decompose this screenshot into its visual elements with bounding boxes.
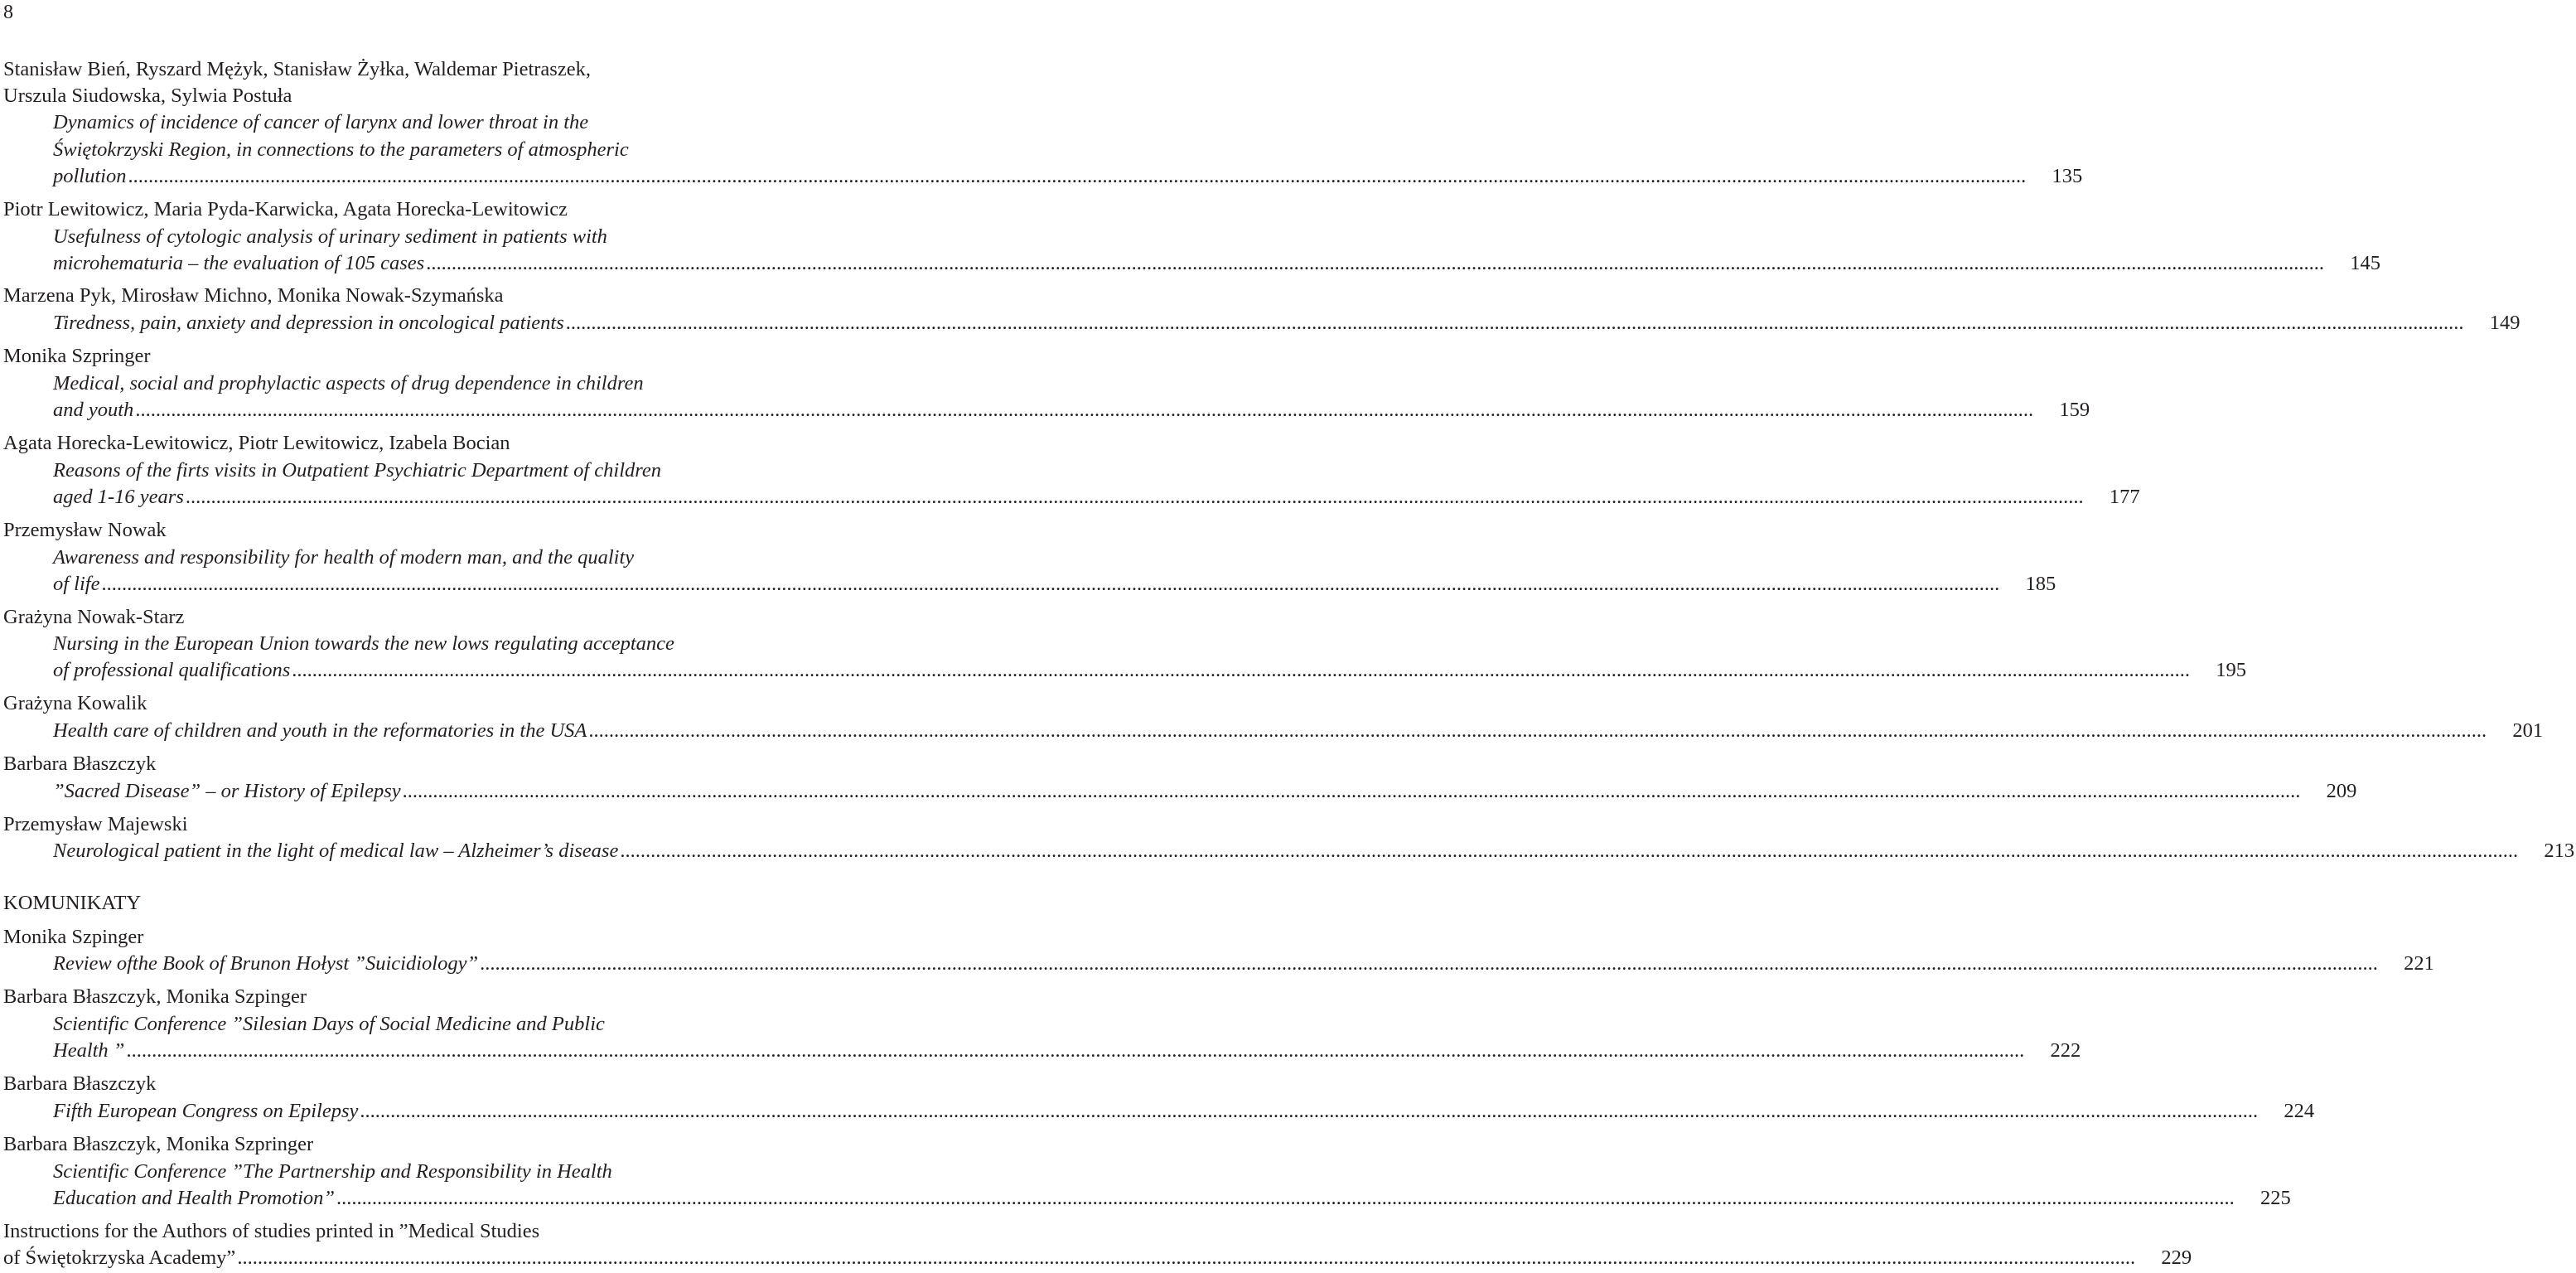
entry-title-last-line [0, 837, 2575, 865]
entry-page-number: 149 [2489, 312, 2520, 334]
entry-authors: Barbara Błaszczyk [3, 753, 157, 775]
dot-leader [424, 249, 2324, 278]
entry-title: Tiredness, pain, anxiety and depression in oncological patients [53, 312, 564, 334]
entry-title-last-line [0, 483, 2140, 511]
entry-title: Reasons of the firts visits in Outpatient Psychiatric Department of children [53, 459, 662, 482]
entry-title-last-line [0, 309, 2520, 337]
entry-page-number: 135 [2052, 165, 2083, 187]
entry-authors: Grażyna Kowalik [3, 692, 147, 714]
entry-title-last-line [0, 717, 2544, 745]
entry-authors: Piotr Lewitowicz, Maria Pyda-Karwicka, Agata Horecka-Lewitowicz [3, 198, 568, 220]
entry-authors: Stanisław Bień, Ryszard Mężyk, Stanisław Żyłka, Waldemar Pietraszek, [3, 58, 591, 80]
entry-page-number: 221 [2404, 952, 2434, 975]
dot-leader [124, 1037, 2024, 1065]
entry-title: of professional qualifications [53, 659, 291, 681]
entry-title-last-line [0, 1184, 2291, 1212]
dot-leader [358, 1097, 2258, 1125]
entry-title: and youth [53, 399, 134, 421]
entry-authors: Urszula Siudowska, Sylwia Postuła [3, 85, 292, 107]
entry-title: Nursing in the European Union towards the new lows regulating acceptance [53, 632, 674, 655]
entry-authors: Barbara Błaszczyk, Monika Szpringer [3, 1133, 314, 1155]
entry-page-number: 195 [2216, 659, 2247, 681]
entry-page-number: 213 [2544, 840, 2575, 862]
entry-title-last-line [0, 162, 2083, 191]
dot-leader [184, 483, 2084, 511]
entry-page-number: 229 [2161, 1246, 2192, 1269]
entry-title: microhematuria – the evaluation of 105 cases [53, 252, 425, 274]
dot-leader [126, 162, 2026, 191]
dot-leader [335, 1184, 2235, 1212]
entry-page-number: 222 [2050, 1039, 2081, 1062]
entry-title-last-line [0, 777, 2357, 806]
dot-leader [478, 950, 2378, 978]
entry-title-last-line [0, 396, 2090, 424]
entry-title-last-line [0, 950, 2434, 978]
entry-authors: Agata Horecka-Lewitowicz, Piotr Lewitowicz, Izabela Bocian [3, 432, 510, 454]
entry-page-number: 209 [2326, 780, 2357, 802]
entry-title-last-line [0, 1037, 2081, 1065]
entry-title: Usefulness of cytologic analysis of urinary sediment in patients with [53, 225, 607, 248]
entry-page-number: 145 [2350, 252, 2380, 274]
section-heading: KOMUNIKATY [3, 892, 142, 914]
entry-title-last-line [0, 1097, 2315, 1125]
entry-title: Health care of children and youth in the reformatories in the USA [53, 719, 587, 742]
entry-page-number: 201 [2512, 719, 2544, 742]
instructions-text: Instructions for the Authors of studies printed in ”Medical Studies [3, 1220, 540, 1242]
entry-page-number: 159 [2059, 399, 2090, 421]
entry-authors: Marzena Pyk, Mirosław Michno, Monika Nowak-Szymańska [3, 284, 504, 307]
entry-title: Świętokrzyski Region, in connections to the parameters of atmospheric [53, 138, 629, 161]
entry-page-number: 225 [2260, 1187, 2291, 1209]
entry-page-number: 224 [2284, 1100, 2315, 1122]
entry-title: Dynamics of incidence of cancer of larynx and lower throat in the [53, 111, 589, 133]
entry-title: Medical, social and prophylactic aspects of drug dependence in children [53, 372, 644, 394]
entry-title: of life [53, 573, 100, 595]
dot-leader [235, 1244, 2135, 1272]
entry-page-number: 185 [2025, 573, 2056, 595]
dot-leader [99, 570, 1999, 598]
dot-leader [618, 837, 2518, 865]
entry-title: Awareness and responsibility for health of modern man, and the quality [53, 546, 635, 569]
entry-title: ”Sacred Disease” – or History of Epilepsy [53, 780, 401, 802]
entry-title: Health ” [53, 1039, 125, 1062]
entry-authors: Barbara Błaszczyk, Monika Szpinger [3, 985, 307, 1008]
instructions-last-line [0, 1244, 2192, 1272]
entry-title: pollution [53, 165, 127, 187]
entry-authors: Przemysław Majewski [3, 813, 188, 835]
dot-leader [401, 777, 2301, 806]
entry-title: Scientific Conference ”Silesian Days of Social Medicine and Public [53, 1013, 605, 1035]
dot-leader [290, 656, 2190, 685]
entry-title: aged 1-16 years [53, 486, 184, 508]
entry-authors: Grażyna Nowak-Starz [3, 606, 185, 628]
entry-title: Education and Health Promotion” [53, 1187, 336, 1209]
page-number: 8 [3, 2, 13, 23]
instructions-text: of Świętokrzyska Academy” [3, 1246, 236, 1269]
entry-authors: Barbara Błaszczyk [3, 1072, 157, 1095]
entry-title-last-line [0, 249, 2380, 278]
dot-leader [587, 717, 2487, 745]
entry-title: Review ofthe Book of Brunon Hołyst ”Suicidiology” [53, 952, 479, 975]
entry-title: Neurological patient in the light of medical law – Alzheimer’s disease [53, 840, 619, 862]
entry-title: Fifth European Congress on Epilepsy [53, 1100, 359, 1122]
entry-title: Scientific Conference ”The Partnership and Responsibility in Health [53, 1160, 612, 1183]
entry-page-number: 177 [2109, 486, 2140, 508]
entry-title-last-line [0, 570, 2056, 598]
entry-authors: Monika Szpinger [3, 926, 144, 948]
dot-leader [133, 396, 2033, 424]
entry-authors: Monika Szpringer [3, 345, 151, 367]
dot-leader [564, 309, 2464, 337]
entry-authors: Przemysław Nowak [3, 519, 167, 541]
entry-title-last-line [0, 656, 2247, 685]
